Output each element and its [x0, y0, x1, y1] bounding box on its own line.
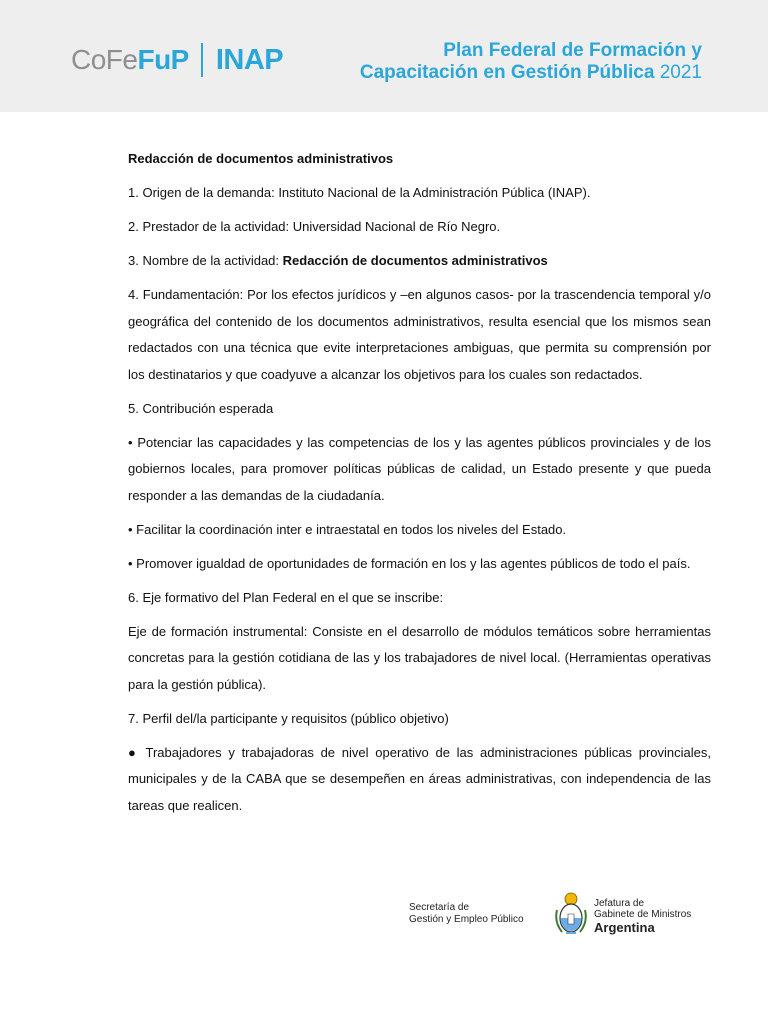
- document-body: [128, 146, 711, 827]
- bullet-trabajadores: ● Trabajadores y trabajadoras de nivel operativo de las administraciones públicas provinciales, municipales y de la CABA que se desempeñen en áreas administrativas, con independencia de las tareas que realicen.: [128, 744, 711, 813]
- item-nombre-value: Redacción de documentos administrativos: [282, 253, 548, 268]
- argentina-coat-of-arms-icon: [554, 890, 588, 938]
- item-nombre-label: 3. Nombre de la actividad:: [128, 253, 283, 268]
- page-footer: [0, 888, 768, 948]
- plan-title-line2: [360, 62, 702, 84]
- item-contribucion: 5. Contribución esperada: [128, 400, 274, 416]
- item-eje: 6. Eje formativo del Plan Federal en el que se inscribe:: [128, 589, 444, 605]
- logo-inap-text: INAP: [215, 43, 284, 76]
- secretaria-line2: Gestión y Empleo Público: [409, 914, 524, 925]
- cofefup-inap-logo: [71, 43, 283, 77]
- plan-title-line2-text: Capacitación en Gestión Pública: [359, 62, 655, 83]
- plan-federal-title: [360, 40, 702, 84]
- secretaria-line1: Secretaría de: [409, 902, 470, 913]
- plan-year: 2021: [659, 62, 702, 83]
- jefatura-label: [594, 898, 691, 935]
- page-header: [0, 0, 768, 112]
- item-prestador: 2. Prestador de la actividad: Universidad Nacional de Río Negro.: [128, 219, 501, 234]
- eje-descripcion: Eje de formación instrumental: Consiste en el desarrollo de módulos temáticos sobre herramientas concretas para la gestión cotidiana de las y los trabajadores de nivel local. (Herramientas operativas para la gestión pública).: [128, 623, 711, 692]
- item-fundamentacion: 4. Fundamentación: Por los efectos jurídicos y –en algunos casos- por la trascendencia temporal y/o geográfica del contenido de los documentos administrativos, resulta esencial que los mismos sean redactados con una técnica que evite interpretaciones ambiguas, que permita su comprensión por los destinatarios y que coadyuve a alcanzar los objetivos para los cuales son redactados.: [128, 287, 711, 382]
- item-origen: 1. Origen de la demanda: Instituto Nacional de la Administración Pública (INAP).: [128, 185, 591, 200]
- plan-title-line1: Plan Federal de Formación y: [443, 40, 702, 61]
- logo-cofe-text: CoFe: [71, 44, 138, 75]
- bullet-promover: • Promover igualdad de oportunidades de formación en los y las agentes públicos de todo el país.: [128, 555, 691, 571]
- jefatura-line1: Jefatura de: [594, 898, 645, 909]
- item-perfil: 7. Perfil del/la participante y requisitos (público objetivo): [128, 710, 449, 726]
- document-title: Redacción de documentos administrativos: [128, 151, 394, 166]
- jefatura-line2: Gabinete de Ministros: [594, 909, 692, 920]
- item-nombre: [128, 248, 711, 275]
- bullet-facilitar: • Facilitar la coordinación inter e intraestatal en todos los niveles del Estado.: [128, 521, 567, 537]
- logo-fup-text: FuP: [137, 44, 189, 75]
- jefatura-argentina: Argentina: [594, 920, 655, 935]
- bullet-potenciar: • Potenciar las capacidades y las competencias de los y las agentes públicos provinciales y de los gobiernos locales, para promover políticas públicas de calidad, un Estado presente y que pueda responder a las demandas de la ciudadanía.: [128, 434, 711, 503]
- secretaria-label: [409, 902, 524, 926]
- logo-separator: [201, 43, 203, 77]
